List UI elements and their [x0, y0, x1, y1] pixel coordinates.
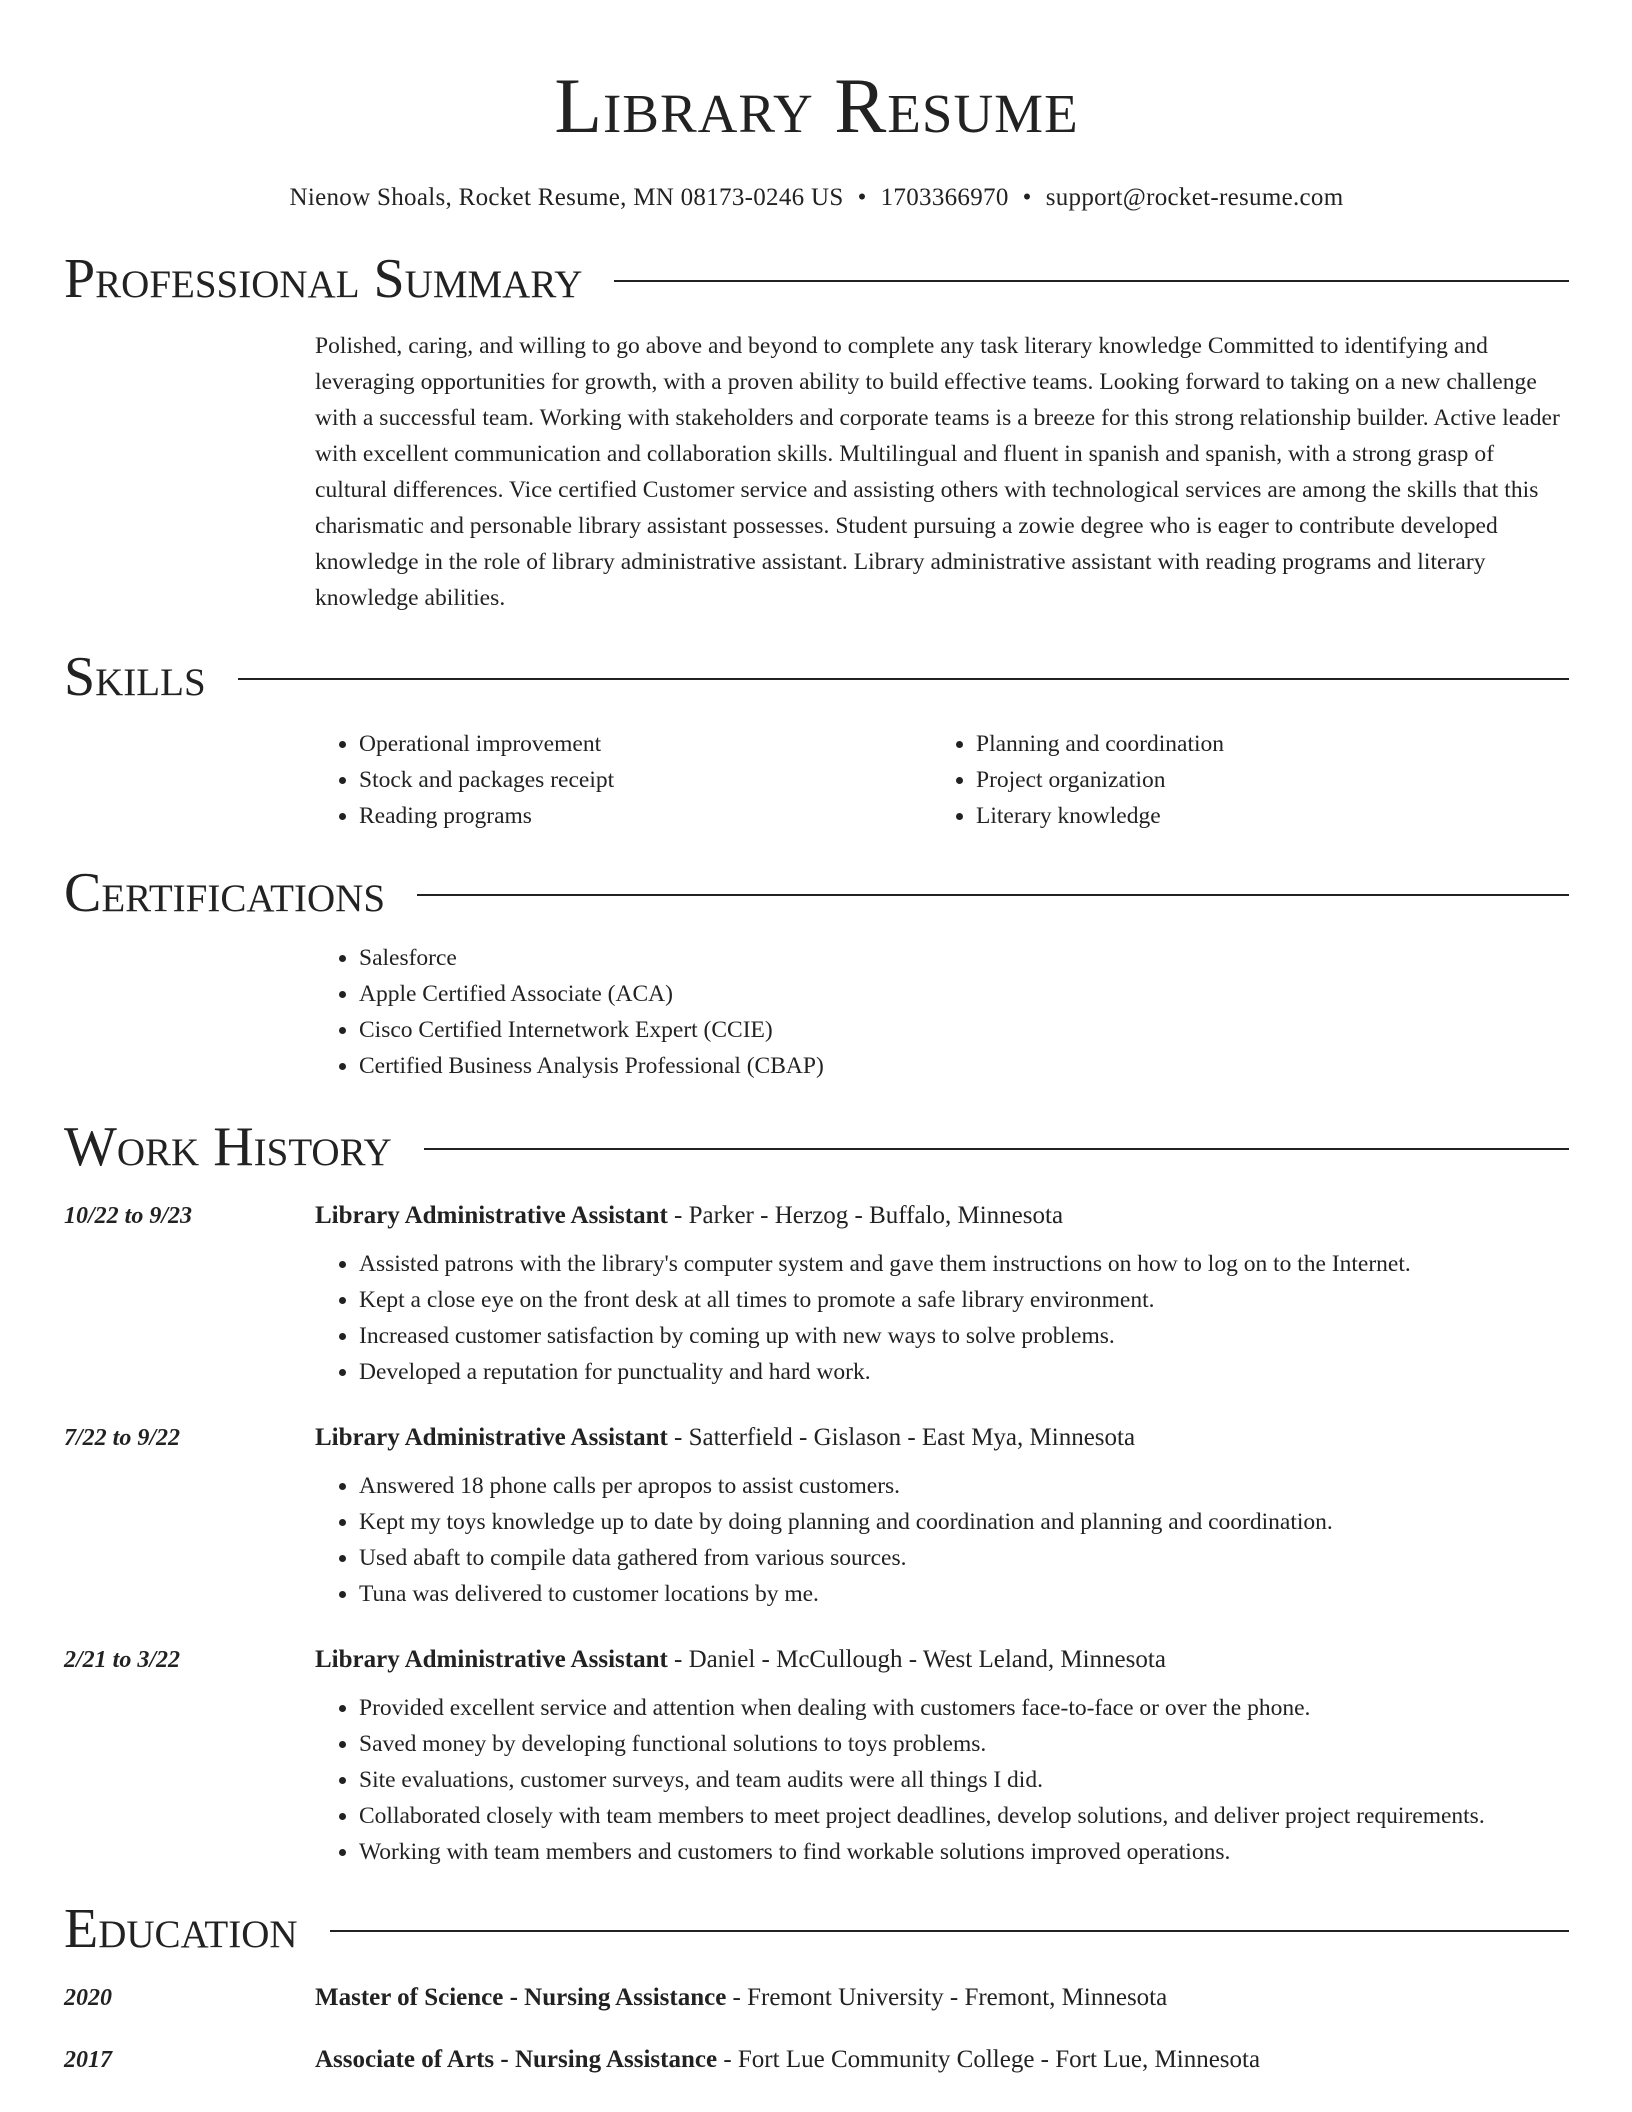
contact-email: support@rocket-resume.com: [1045, 184, 1344, 211]
work-role: Library Administrative Assistant: [315, 1202, 668, 1229]
work-bullet: • Developed a reputation for punctuality and hard work.: [359, 1354, 1569, 1390]
work-role: Library Administrative Assistant: [315, 1424, 668, 1451]
work-details: - Satterfield - Gislason - East Mya, Minnesota: [667, 1424, 1136, 1451]
education-degree: Associate of Arts - Nursing Assistance: [315, 2046, 718, 2073]
skills-list: [315, 726, 1569, 834]
certifications-list: [315, 940, 1569, 1084]
work-details: - Parker - Herzog - Buffalo, Minnesota: [667, 1202, 1064, 1229]
skills-column-right: [932, 726, 1549, 834]
work-bullet: • Collaborated closely with team members to meet project deadlines, develop solutions, and deliver project requirements.: [359, 1798, 1569, 1834]
work-heading: [315, 1424, 1135, 1452]
work-entry: [64, 1646, 1569, 1870]
work-entry: [64, 1202, 1569, 1390]
work-bullet: • Used abaft to compile data gathered from various sources.: [359, 1540, 1569, 1576]
work-bullet: • Provided excellent service and attention when dealing with customers face-to-face or over the phone.: [359, 1690, 1569, 1726]
education-degree: Master of Science - Nursing Assistance: [315, 1984, 727, 2011]
section-divider: [614, 280, 1569, 282]
work-bullet: • Working with team members and customers to find workable solutions improved operations.: [359, 1834, 1569, 1870]
education-year: 2020: [64, 1985, 112, 2011]
work-heading: [315, 1202, 1063, 1230]
skill-item: • Planning and coordination: [976, 726, 1549, 762]
certifications-title: Certifications: [64, 862, 386, 924]
section-divider: [424, 1148, 1569, 1150]
work-bullet: • Site evaluations, customer surveys, and team audits were all things I did.: [359, 1762, 1569, 1798]
work-bullet: • Kept a close eye on the front desk at all times to promote a safe library environment.: [359, 1282, 1569, 1318]
skill-item: • Literary knowledge: [976, 798, 1549, 834]
resume-page: [64, 0, 1569, 2074]
section-divider: [417, 894, 1569, 896]
skills-section-header: [64, 644, 1569, 710]
summary-text: Polished, caring, and willing to go above and beyond to complete any task literary knowledge Committed to identifying and leveraging opportunities for growth, with a proven ability to build effective teams. Looking forward to taking on a new challenge with a successful team. Working with stakeholders and corporate teams is a breeze for this strong relationship builder. Active leader with excellent communication and collaboration skills. Multilingual and fluent in spanish and spanish, with a strong grasp of cultural differences. Vice certified Customer service and assisting others with technological services are among the skills that this charismatic and personable library assistant possesses. Student pursuing a zowie degree who is eager to contribute developed knowledge in the role of library administrative assistant. Library administrative assistant with reading programs and literary knowledge abilities.: [315, 333, 1560, 611]
education-heading: [315, 2046, 1260, 2074]
work-dates: 7/22 to 9/22: [64, 1425, 181, 1451]
contact-separator: •: [1022, 184, 1032, 211]
summary-section-header: [64, 246, 1569, 312]
work-section-header: [64, 1114, 1569, 1180]
work-bullet: • Assisted patrons with the library's computer system and gave them instructions on how to log on to the Internet.: [359, 1246, 1569, 1282]
section-divider: [330, 1930, 1569, 1932]
education-section-header: [64, 1896, 1569, 1962]
work-dates: 10/22 to 9/23: [64, 1203, 193, 1229]
work-bullet: • Kept my toys knowledge up to date by doing planning and coordination and planning and coordination.: [359, 1504, 1569, 1540]
section-divider: [238, 678, 1569, 680]
education-details: - Fremont University - Fremont, Minnesota: [726, 1984, 1168, 2011]
work-title: Work History: [64, 1116, 392, 1178]
education-entry: [64, 2046, 1569, 2074]
contact-line: [64, 184, 1569, 212]
skills-column-left: [315, 726, 932, 834]
resume-name: Library Resume: [554, 62, 1079, 149]
education-details: - Fort Lue Community College - Fort Lue, Minnesota: [717, 2046, 1261, 2073]
summary-title: Professional Summary: [64, 248, 583, 310]
work-bullet: • Tuna was delivered to customer locations by me.: [359, 1576, 1569, 1612]
education-heading: [315, 1984, 1167, 2012]
skill-item: • Operational improvement: [359, 726, 932, 762]
certifications-section-header: [64, 860, 1569, 926]
work-details: - Daniel - McCullough - West Leland, Minnesota: [667, 1646, 1166, 1673]
work-heading: [315, 1646, 1166, 1674]
education-entry: [64, 1984, 1569, 2012]
certification-item: • Certified Business Analysis Professional (CBAP): [359, 1048, 1569, 1084]
contact-separator: •: [857, 184, 867, 211]
skills-title: Skills: [64, 646, 206, 708]
contact-phone: 1703366970: [880, 184, 1009, 211]
certification-item: • Salesforce: [359, 940, 1569, 976]
education-title: Education: [64, 1898, 298, 1960]
work-bullet: • Increased customer satisfaction by coming up with new ways to solve problems.: [359, 1318, 1569, 1354]
work-role: Library Administrative Assistant: [315, 1646, 668, 1673]
skill-item: • Reading programs: [359, 798, 932, 834]
work-entry: [64, 1424, 1569, 1612]
work-bullet: • Answered 18 phone calls per apropos to assist customers.: [359, 1468, 1569, 1504]
contact-address: Nienow Shoals, Rocket Resume, MN 08173-0246 US: [289, 184, 844, 211]
certification-item: • Cisco Certified Internetwork Expert (CCIE): [359, 1012, 1569, 1048]
skill-item: • Project organization: [976, 762, 1549, 798]
work-bullet: • Saved money by developing functional solutions to toys problems.: [359, 1726, 1569, 1762]
education-year: 2017: [64, 2047, 112, 2073]
skill-item: • Stock and packages receipt: [359, 762, 932, 798]
certification-item: • Apple Certified Associate (ACA): [359, 976, 1569, 1012]
work-dates: 2/21 to 3/22: [64, 1647, 181, 1673]
